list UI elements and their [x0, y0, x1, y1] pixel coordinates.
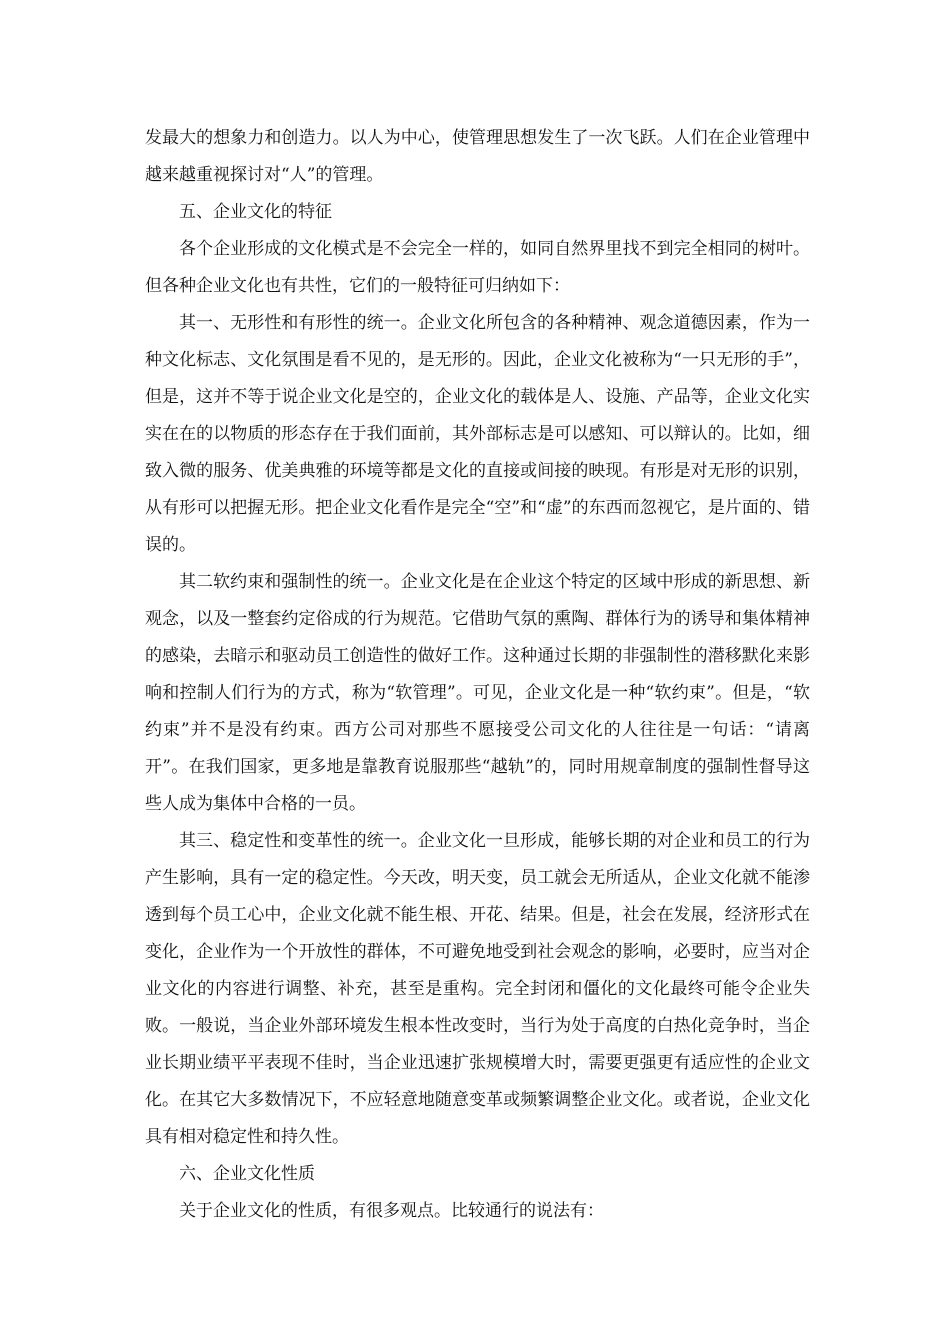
paragraph-features-intro: 各个企业形成的文化模式是不会完全一样的，如同自然界里找不到完全相同的树叶。但各种企业文化也有共性，它们的一般特征可归纳如下： [145, 239, 810, 296]
paragraph-nature-intro: 关于企业文化的性质，有很多观点。比较通行的说法有： [179, 1201, 604, 1221]
document-page [145, 120, 810, 1230]
paragraph-feature-one: 其一、无形性和有形性的统一。企业文化所包含的各种精神、观念道德因素，作为一种文化标志、文化氛围是看不见的，是无形的。因此，企业文化被称为“一只无形的手”，但是，这并不等于说企业文化是空的，企业文化的载体是人、设施、产品等，企业文化实实在在的以物质的形态存在于我们面前，其外部标志是可以感知、可以辩认的。比如，细致入微的服务、优美典雅的环境等都是文化的直接或间接的映现。有形是对无形的识别，从有形可以把握无形。把企业文化看作是完全“空”和“虚”的东西而忽视它，是片面的、错误的。 [145, 313, 810, 555]
section-heading-features: 五、企业文化的特征 [179, 202, 332, 222]
paragraph-feature-two: 其二软约束和强制性的统一。企业文化是在企业这个特定的区域中形成的新思想、新观念，以及一整套约定俗成的行为规范。它借助气氛的熏陶、群体行为的诱导和集体精神的感染，去暗示和驱动员工创造性的做好工作。这种通过长期的非强制性的潜移默化来影响和控制人们行为的方式，称为“软管理”。可见，企业文化是一种“软约束”。但是，“软约束”并不是没有约束。西方公司对那些不愿接受公司文化的人往往是一句话：“请离开”。在我们国家，更多地是靠教育说服那些“越轨”的，同时用规章制度的强制性督导这些人成为集体中合格的一员。 [145, 572, 810, 814]
paragraph-continuation: 发最大的想象力和创造力。以人为中心，使管理思想发生了一次飞跃。人们在企业管理中越来越重视探讨对“人”的管理。 [145, 128, 810, 185]
section-heading-nature: 六、企业文化性质 [179, 1164, 315, 1184]
paragraph-feature-three: 其三、稳定性和变革性的统一。企业文化一旦形成，能够长期的对企业和员工的行为产生影响，具有一定的稳定性。今天改，明天变，员工就会无所适从，企业文化就不能渗透到每个员工心中，企业文化就不能生根、开花、结果。但是，社会在发展，经济形式在变化，企业作为一个开放性的群体，不可避免地受到社会观念的影响，必要时，应当对企业文化的内容进行调整、补充，甚至是重构。完全封闭和僵化的文化最终可能令企业失败。一般说，当企业外部环境发生根本性改变时，当行为处于高度的白热化竞争时，当企业长期业绩平平表现不佳时，当企业迅速扩张规模增大时，需要更强更有适应性的企业文化。在其它大多数情况下，不应轻意地随意变革或频繁调整企业文化。或者说，企业文化具有相对稳定性和持久性。 [145, 831, 810, 1147]
